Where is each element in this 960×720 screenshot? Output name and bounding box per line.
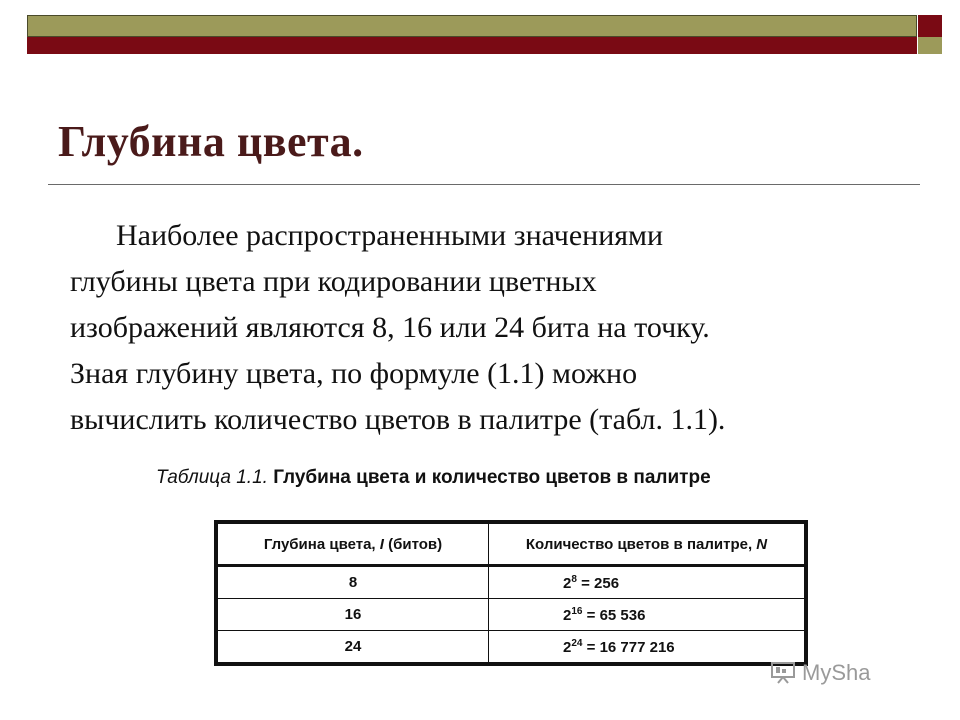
power-result: = 16 777 216: [586, 638, 675, 656]
body-paragraph: [70, 213, 910, 443]
header-depth-suffix: (битов): [383, 535, 443, 553]
paragraph-line-2: глубины цвета при кодировании цветных: [70, 265, 597, 298]
paragraph-line-4: Зная глубину цвета, по формуле (1.1) можно: [70, 357, 638, 390]
band-corner-square-red: [918, 15, 942, 37]
header-depth: [218, 524, 489, 566]
table-caption: [156, 467, 711, 489]
title-divider: [48, 184, 920, 185]
cell-colors: [489, 599, 805, 631]
table-header-row: [218, 524, 805, 566]
color-depth-table: [214, 520, 808, 666]
power-exponent: 24: [571, 637, 583, 649]
header-depth-prefix: Глубина цвета,: [263, 535, 380, 553]
cell-depth: 16: [218, 599, 489, 631]
band-corner-square-olive: [918, 37, 942, 54]
power-exponent: 16: [571, 605, 583, 617]
band-olive-stripe: [27, 15, 917, 37]
presentation-icon: [770, 660, 796, 684]
cell-colors: [489, 631, 805, 663]
power-result: = 65 536: [586, 606, 646, 624]
cell-depth: 24: [218, 631, 489, 663]
cell-depth: 8: [218, 566, 489, 599]
cell-colors: [489, 566, 805, 599]
power-result: = 256: [581, 574, 620, 592]
top-decorative-band: [27, 15, 944, 56]
watermark: [770, 660, 870, 686]
header-colors: [489, 524, 805, 566]
caption-title: Глубина цвета и количество цветов в палитре: [273, 467, 711, 488]
slide-title: Глубина цвета.: [58, 117, 364, 166]
power-exponent: 8: [571, 573, 577, 585]
caption-label: Таблица 1.1.: [156, 467, 268, 488]
paragraph-line-3: изображений являются 8, 16 или 24 бита на точку.: [70, 311, 710, 344]
band-red-stripe: [27, 37, 917, 54]
paragraph-line-1: Наиболее распространенными значениями: [116, 219, 664, 252]
table-row: [218, 566, 805, 599]
table-row: [218, 599, 805, 631]
header-colors-var: N: [756, 535, 768, 553]
watermark-text: MySha: [802, 660, 871, 685]
header-depth-var: I: [379, 535, 384, 553]
header-colors-prefix: Количество цветов в палитре,: [525, 535, 757, 553]
paragraph-line-5: вычислить количество цветов в палитре (табл. 1.1).: [70, 403, 726, 436]
power-base: 2: [563, 606, 572, 624]
table-row: [218, 631, 805, 663]
power-base: 2: [563, 574, 572, 592]
power-base: 2: [563, 638, 572, 656]
